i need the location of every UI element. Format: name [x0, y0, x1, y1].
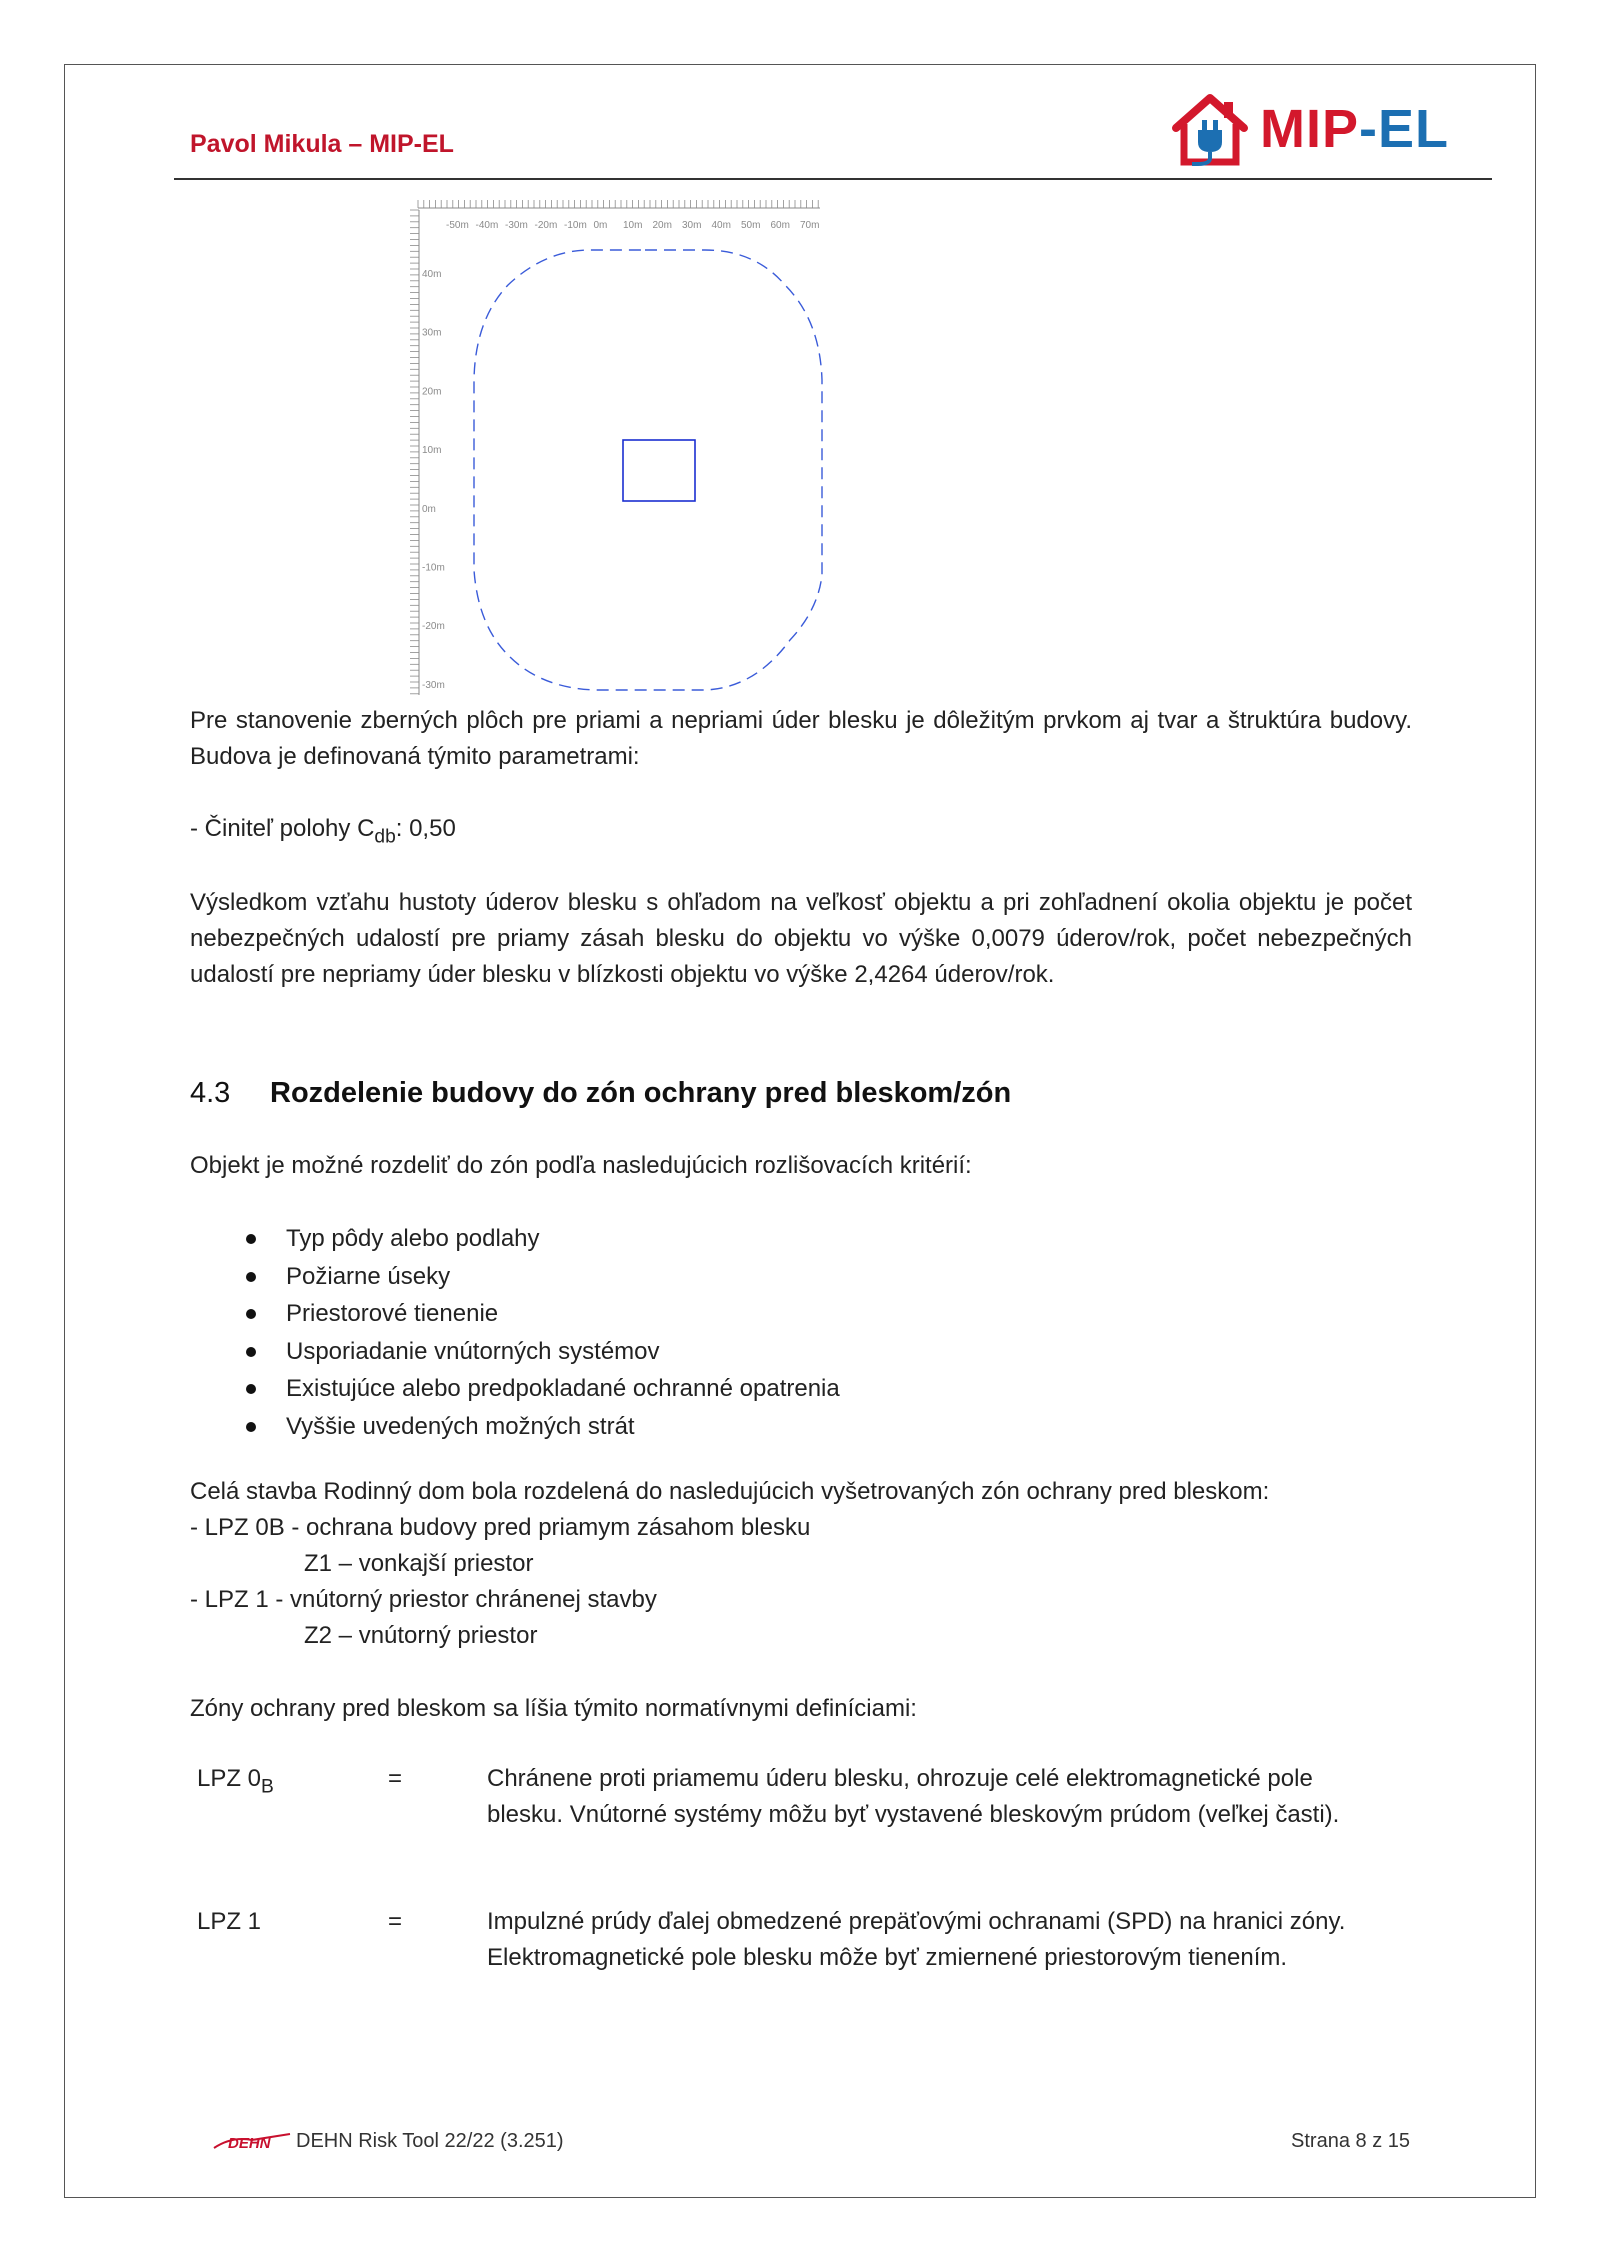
paragraph-results: Výsledkom vzťahu hustoty úderov blesku s ohľadom na veľkosť objektu a pri zohľadnení okolia objektu je počet nebezpečných udalostí pre priamy zásah blesku do objektu vo výške 0,0079 úderov/rok, počet nebezpečných udalostí pre nepriamy úder blesku v blízkosti objektu vo výške 2,4264 úderov/rok.: [190, 889, 1412, 988]
criteria-text: Priestorové tienenie: [286, 1300, 499, 1327]
logo-el: EL: [1378, 99, 1450, 159]
definition-key-text: LPZ 0: [197, 1765, 262, 1792]
definition-key-lpz1: [197, 1904, 261, 1940]
factor-subscript: db: [374, 826, 396, 848]
collection-area-outline: [474, 250, 822, 690]
paragraph-building-shape: Pre stanovenie zberných plôch pre priami a nepriami úder blesku je dôležitým prvkom aj tvar a štruktúra budovy. Budova je definovaná týmito parametrami:: [190, 707, 1412, 770]
criteria-text: Typ pôdy alebo podlahy: [286, 1225, 540, 1252]
criteria-text: Usporiadanie vnútorných systémov: [286, 1337, 660, 1365]
dehn-logo: [212, 2128, 292, 2156]
collection-area-diagram: [410, 200, 1190, 700]
x-tick-label: -40m: [475, 220, 499, 231]
x-ruler: [418, 200, 820, 231]
zones-intro: Celá stavba Rodinný dom bola rozdelená do nasledujúcich vyšetrovaných zón ochrany pred bleskom:: [190, 1478, 1270, 1505]
definition-text-lpz1: Impulzné prúdy ďalej obmedzené prepäťovými ochranami (SPD) na hranici zóny. Elektromagnetické pole blesku môže byť zmiernené priestorovým tienením.: [487, 1908, 1346, 1971]
definition-text-lpz0b: Chránene proti priamemu úderu blesku, ohrozuje celé elektromagnetické pole blesku. Vnútorné systémy môžu byť vystavené bleskovým prúdom (veľkej časti).: [487, 1765, 1340, 1828]
definition-equals: =: [388, 1908, 403, 1935]
paragraph-criteria-intro: Objekt je možné rozdeliť do zón podľa nasledujúcich rozlišovacích kritérií:: [190, 1152, 972, 1179]
y-ruler: [410, 210, 445, 695]
list-item: [240, 1220, 840, 1258]
y-tick-label: -20m: [422, 621, 445, 633]
list-item: [240, 1333, 840, 1371]
header-rule: [174, 178, 1492, 180]
list-item: [240, 1370, 840, 1408]
bullet-icon: [246, 1234, 256, 1244]
section-number: 4.3: [190, 1077, 231, 1109]
paragraph-definitions-intro: Zóny ochrany pred bleskom sa líšia týmito normatívnymi definíciami:: [190, 1695, 917, 1722]
criteria-list: [240, 1220, 840, 1445]
zone-lpz1: - LPZ 1 - vnútorný priestor chránenej stavby: [190, 1586, 657, 1613]
section-heading: [190, 1077, 1011, 1110]
y-tick-label: 30m: [422, 327, 442, 339]
definition-key-text: LPZ 1: [197, 1908, 262, 1935]
zone-z2: Z2 – vnútorný priestor: [304, 1622, 538, 1649]
house-plug-icon: [1168, 92, 1252, 170]
footer-tool: DEHN Risk Tool 22/22 (3.251): [296, 2130, 564, 2152]
logo-mip: MIP: [1260, 99, 1360, 159]
criteria-text: Existujúce alebo predpokladané ochranné opatrenia: [286, 1375, 840, 1402]
mip-el-logo: [1168, 92, 1498, 170]
x-tick-label: 10m: [623, 220, 643, 231]
bullet-icon: [246, 1272, 256, 1282]
building-outline: [623, 440, 695, 501]
zones-block: [190, 1474, 1269, 1654]
definition-key-lpz0b: [197, 1761, 274, 1806]
definition-equals: =: [388, 1765, 403, 1792]
y-tick-label: -30m: [422, 679, 445, 691]
y-tick-label: 40m: [422, 269, 442, 280]
x-tick-label: 0m: [593, 220, 608, 231]
x-tick-label: 20m: [652, 220, 672, 231]
y-tick-label: -10m: [422, 562, 445, 574]
zone-z1: Z1 – vonkajší priestor: [304, 1550, 534, 1577]
bullet-icon: [246, 1384, 256, 1394]
x-tick-label: -50m: [446, 220, 469, 231]
x-tick-label: 30m: [682, 220, 702, 231]
x-tick-label: 40m: [711, 220, 731, 231]
x-tick-label: -10m: [564, 220, 587, 231]
bullet-icon: [246, 1422, 256, 1432]
location-factor: [190, 811, 1412, 856]
header-author: Pavol Mikula – MIP-EL: [190, 130, 454, 158]
list-item: [240, 1258, 840, 1296]
dehn-logo-text: DEHN: [228, 2135, 271, 2152]
section-title: Rozdelenie budovy do zón ochrany pred bleskom/zón: [270, 1077, 1012, 1109]
factor-label: - Činiteľ polohy C: [190, 815, 375, 842]
criteria-text: Vyššie uvedených možných strát: [286, 1412, 635, 1440]
x-tick-label: -30m: [505, 220, 528, 231]
page-number: Strana 8 z 15: [1291, 2130, 1410, 2152]
list-item: [240, 1408, 840, 1446]
zone-lpz0b: - LPZ 0B - ochrana budovy pred priamym zásahom blesku: [190, 1514, 811, 1541]
logo-dash: -: [1359, 99, 1378, 159]
factor-value: : 0,50: [395, 815, 456, 842]
logo-wordmark: [1260, 98, 1449, 160]
criteria-text: Požiarne úseky: [286, 1262, 451, 1290]
definition-key-subscript: B: [261, 1776, 274, 1798]
x-tick-label: 60m: [770, 220, 790, 231]
x-tick-label: 50m: [741, 220, 761, 231]
bullet-icon: [246, 1309, 256, 1319]
y-tick-label: 10m: [422, 445, 442, 457]
bullet-icon: [246, 1347, 256, 1357]
y-tick-label: 0m: [422, 503, 436, 515]
x-tick-label: -20m: [534, 220, 558, 231]
list-item: [240, 1295, 840, 1333]
y-tick-label: 20m: [422, 386, 442, 398]
x-tick-label: 70m: [800, 220, 820, 231]
